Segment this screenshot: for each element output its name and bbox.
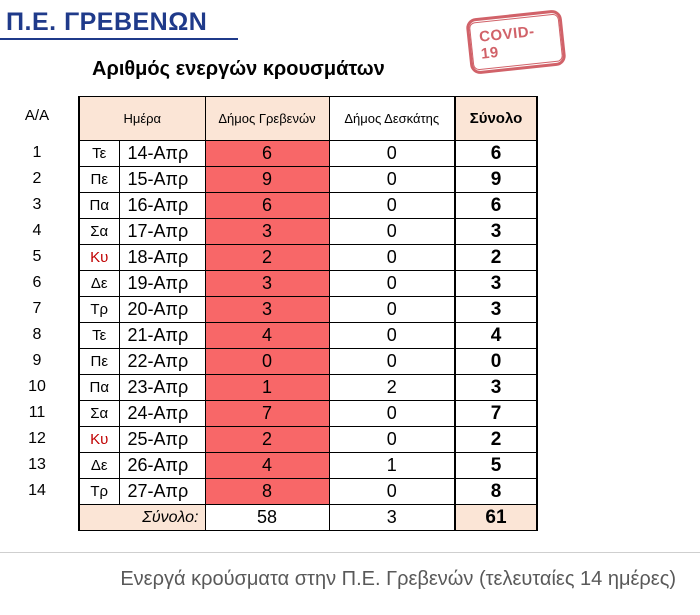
table-row xyxy=(79,323,537,349)
cell-grevena: 1 xyxy=(205,375,329,401)
cell-grevena: 3 xyxy=(205,219,329,245)
cell-day: Πε xyxy=(79,167,119,193)
cell-total: 6 xyxy=(455,193,537,219)
cell-deskati: 0 xyxy=(329,141,455,167)
table-row xyxy=(79,453,537,479)
cell-date: 14-Απρ xyxy=(119,141,205,167)
cell-date: 15-Απρ xyxy=(119,167,205,193)
table-row xyxy=(79,479,537,505)
header-grevena: Δήμος Γρεβενών xyxy=(205,97,329,141)
table-header-row xyxy=(79,97,537,141)
totals-total: 61 xyxy=(455,505,537,531)
cell-grevena: 6 xyxy=(205,141,329,167)
cell-deskati: 0 xyxy=(329,167,455,193)
cell-day: Σα xyxy=(79,219,119,245)
header-total: Σύνολο xyxy=(455,97,537,141)
cell-grevena: 9 xyxy=(205,167,329,193)
cell-day: Τρ xyxy=(79,479,119,505)
cell-total: 6 xyxy=(455,141,537,167)
cell-total: 3 xyxy=(455,271,537,297)
table-title: Αριθμός ενεργών κρουσμάτων xyxy=(92,58,385,80)
cell-date: 18-Απρ xyxy=(119,245,205,271)
covid-stamp-text: COVID-19 xyxy=(469,13,564,70)
cell-grevena: 8 xyxy=(205,479,329,505)
cell-day: Πα xyxy=(79,375,119,401)
cell-date: 23-Απρ xyxy=(119,375,205,401)
table-row xyxy=(79,297,537,323)
cell-grevena: 3 xyxy=(205,271,329,297)
cell-total: 3 xyxy=(455,375,537,401)
title-underline xyxy=(0,38,238,40)
cell-total: 2 xyxy=(455,245,537,271)
row-number: 2 xyxy=(32,170,42,187)
aa-header: Α/Α xyxy=(24,107,50,124)
cell-deskati: 0 xyxy=(329,193,455,219)
row-number: 1 xyxy=(32,144,42,161)
cell-date: 21-Απρ xyxy=(119,323,205,349)
table-row xyxy=(79,219,537,245)
row-number: 5 xyxy=(32,248,42,265)
aa-column xyxy=(14,140,60,504)
row-number: 7 xyxy=(32,300,42,317)
table-row xyxy=(79,427,537,453)
cell-total: 2 xyxy=(455,427,537,453)
cell-day: Πε xyxy=(79,349,119,375)
row-number: 10 xyxy=(28,378,46,395)
totals-grevena: 58 xyxy=(205,505,329,531)
footer-divider xyxy=(0,552,700,553)
row-number: 11 xyxy=(28,404,46,421)
cell-deskati: 0 xyxy=(329,349,455,375)
cell-deskati: 1 xyxy=(329,453,455,479)
table-row xyxy=(79,141,537,167)
page-title: Π.Ε. ΓΡΕΒΕΝΩΝ xyxy=(6,8,208,36)
row-number: 14 xyxy=(28,482,46,499)
cell-date: 17-Απρ xyxy=(119,219,205,245)
cell-date: 20-Απρ xyxy=(119,297,205,323)
table-row xyxy=(79,271,537,297)
cell-total: 5 xyxy=(455,453,537,479)
cell-deskati: 0 xyxy=(329,323,455,349)
table-row xyxy=(79,245,537,271)
cell-date: 27-Απρ xyxy=(119,479,205,505)
covid-stamp xyxy=(465,9,566,75)
table-row xyxy=(79,375,537,401)
cell-date: 26-Απρ xyxy=(119,453,205,479)
cell-grevena: 4 xyxy=(205,453,329,479)
cell-date: 24-Απρ xyxy=(119,401,205,427)
table-body xyxy=(79,141,537,531)
cell-day: Δε xyxy=(79,271,119,297)
cell-total: 8 xyxy=(455,479,537,505)
cell-day: Κυ xyxy=(79,427,119,453)
cell-date: 16-Απρ xyxy=(119,193,205,219)
cell-deskati: 0 xyxy=(329,401,455,427)
header-deskati: Δήμος Δεσκάτης xyxy=(329,97,455,141)
cell-grevena: 3 xyxy=(205,297,329,323)
row-number: 3 xyxy=(32,196,42,213)
cell-deskati: 0 xyxy=(329,479,455,505)
cell-day: Κυ xyxy=(79,245,119,271)
totals-deskati: 3 xyxy=(329,505,455,531)
cell-date: 25-Απρ xyxy=(119,427,205,453)
cell-day: Τρ xyxy=(79,297,119,323)
row-number: 4 xyxy=(32,222,42,239)
cell-grevena: 2 xyxy=(205,427,329,453)
cell-total: 3 xyxy=(455,297,537,323)
cell-deskati: 0 xyxy=(329,219,455,245)
cell-day: Τε xyxy=(79,323,119,349)
cell-total: 3 xyxy=(455,219,537,245)
row-number: 13 xyxy=(28,456,46,473)
table-row xyxy=(79,193,537,219)
cell-grevena: 0 xyxy=(205,349,329,375)
cases-table xyxy=(78,96,538,531)
header-day: Ημέρα xyxy=(79,97,205,141)
table-row xyxy=(79,349,537,375)
row-number: 9 xyxy=(32,352,42,369)
cell-date: 22-Απρ xyxy=(119,349,205,375)
cell-deskati: 2 xyxy=(329,375,455,401)
cell-total: 9 xyxy=(455,167,537,193)
row-number: 8 xyxy=(32,326,42,343)
cell-grevena: 7 xyxy=(205,401,329,427)
totals-label: Σύνολο: xyxy=(79,505,205,531)
cell-day: Δε xyxy=(79,453,119,479)
cell-day: Σα xyxy=(79,401,119,427)
table-row xyxy=(79,167,537,193)
cell-total: 4 xyxy=(455,323,537,349)
cell-total: 7 xyxy=(455,401,537,427)
cell-grevena: 4 xyxy=(205,323,329,349)
cell-deskati: 0 xyxy=(329,297,455,323)
cell-grevena: 2 xyxy=(205,245,329,271)
cell-day: Πα xyxy=(79,193,119,219)
cell-date: 19-Απρ xyxy=(119,271,205,297)
footer-caption: Ενεργά κρούσματα στην Π.Ε. Γρεβενών (τελευταίες 14 ημέρες) xyxy=(120,568,676,590)
cell-grevena: 6 xyxy=(205,193,329,219)
totals-row xyxy=(79,505,537,531)
cell-deskati: 0 xyxy=(329,427,455,453)
row-number: 12 xyxy=(28,430,46,447)
cell-deskati: 0 xyxy=(329,245,455,271)
table-row xyxy=(79,401,537,427)
row-number: 6 xyxy=(32,274,42,291)
cell-day: Τε xyxy=(79,141,119,167)
cell-deskati: 0 xyxy=(329,271,455,297)
cell-total: 0 xyxy=(455,349,537,375)
